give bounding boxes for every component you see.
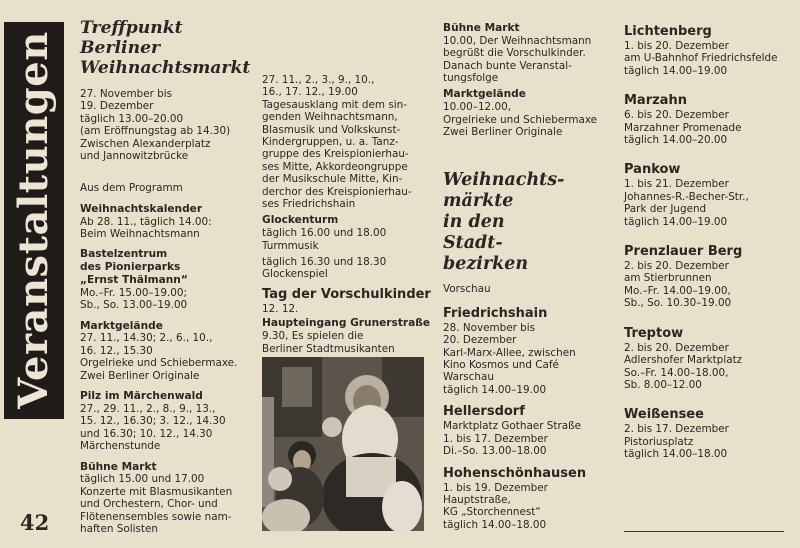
district-text: 6. bis 20. Dezember Marzahner Promenade täglich 14.00–20.00 bbox=[624, 109, 742, 147]
eingang-heading: Haupteingang Grunerstraße bbox=[262, 317, 431, 330]
glockenturm-text-1: täglich 16.00 und 18.00 Turmmusik bbox=[262, 227, 387, 252]
district-text: 28. November bis 20. Dezember Karl-Marx-Allee, zwischen Kino Kosmos und Café Warschau täglich 14.00–19.00 bbox=[443, 321, 576, 396]
column-2 bbox=[262, 74, 432, 355]
glockenturm-heading: Glockenturm bbox=[262, 214, 339, 227]
eingang-text: 9.30, Es spielen die Berliner Stadtmusikanten bbox=[262, 330, 395, 355]
item-heading: Bastelzentrum des Pionierparks „Ernst Thälmann“ bbox=[80, 248, 188, 287]
marktgelaende-text: 10.00–12.00, Orgelrieke und Schiebermaxe Zwei Berliner Originale bbox=[443, 101, 598, 139]
district-text: 1. bis 21. Dezember Johannes-R.-Becher-Str., Park der Jugend täglich 14.00–19.00 bbox=[624, 178, 749, 228]
buehne-heading: Bühne Markt bbox=[443, 22, 520, 34]
program-label: Aus dem Programm bbox=[80, 182, 183, 195]
vorschul-date: 12. 12. bbox=[262, 302, 299, 315]
section-title-vertical: Veranstaltungen bbox=[10, 31, 57, 409]
district-heading: Treptow bbox=[624, 325, 684, 341]
evening-program: 27. 11., 2., 3., 9., 10., 16., 17. 12., 19.00 Tagesausklang mit dem sin- genden Weihnachtsmann, Blasmusik und Volkskunst- Kindergruppen, u. a. Tanz- gruppe des Kreispionierhau- ses Mitte, Akkordeongruppe der Musikschule Mitte, Kin- derchor des Kreispionierhau- ses Friedrichshain bbox=[262, 74, 412, 211]
glockenturm-text-2: täglich 16.30 und 18.30 Glockenspiel bbox=[262, 256, 387, 281]
santa-with-children-photo bbox=[262, 357, 424, 531]
district-markets-title: Weihnachts- märkte in den Stadt- bezirken bbox=[443, 170, 565, 275]
district-text: 2. bis 20. Dezember am Stierbrunnen Mo.–Fr. 14.00–19.00, Sb., So. 10.30–19.00 bbox=[624, 260, 732, 310]
item-text: 27. 11., 14.30; 2., 6., 10., 16. 12., 15.30 Orgelrieke und Schiebermaxe. Zwei Berliner Originale bbox=[80, 332, 238, 382]
district-heading: Hellersdorf bbox=[443, 404, 525, 420]
district-text: 2. bis 17. Dezember Pistoriusplatz täglich 14.00–18.00 bbox=[624, 423, 729, 461]
district-text: Marktplatz Gothaer Straße 1. bis 17. Dezember Di.–So. 13.00–18.00 bbox=[443, 420, 582, 458]
district-heading: Hohenschönhausen bbox=[443, 465, 587, 481]
article-title: Treffpunkt Berliner Weihnachtsmarkt bbox=[80, 18, 251, 78]
item-text: täglich 15.00 und 17.00 Konzerte mit Blasmusikanten und Orchestern, Chor- und Flötenensembles sowie nam- haften Solisten bbox=[80, 473, 233, 535]
item-text: Ab 28. 11., täglich 14.00: Beim Weihnachtsmann bbox=[80, 215, 212, 241]
marktgelaende-heading: Marktgelände bbox=[443, 88, 526, 101]
buehne-text: 10.00, Der Weihnachtsmann begrüßt die Vorschulkinder. Danach bunte Veranstal- tungsfolge bbox=[443, 34, 592, 85]
district-text: 1. bis 19. Dezember Hauptstraße, KG „Storchennest“ täglich 14.00–18.00 bbox=[443, 481, 548, 531]
district-text: 2. bis 20. Dezember Adlershofer Marktplatz So.–Fr. 14.00–18.00, Sb. 8.00–12.00 bbox=[624, 341, 743, 391]
column-1 bbox=[80, 18, 251, 535]
photo-illustration bbox=[262, 357, 424, 531]
district-heading: Friedrichshain bbox=[443, 305, 548, 321]
item-text: 27., 29. 11., 2., 8., 9., 13., 15. 12., 16.30; 3. 12., 14.30 und 16.30; 10. 12., 14.30 Märchenstunde bbox=[80, 402, 226, 453]
item-heading: Marktgelände bbox=[80, 319, 163, 332]
district-text: 1. bis 20. Dezember am U-Bahnhof Friedrichsfelde täglich 14.00–19.00 bbox=[624, 40, 778, 77]
item-heading: Weihnachtskalender bbox=[80, 202, 203, 215]
page-number: 42 bbox=[20, 510, 50, 535]
bottom-rule bbox=[624, 531, 784, 532]
vorschau-label: Vorschau bbox=[443, 283, 491, 296]
market-dates: 27. November bis 19. Dezember täglich 13.00–20.00 (am Eröffnungstag ab 14.30) Zwischen Alexanderplatz und Jannowitzbrücke bbox=[80, 88, 231, 163]
district-heading: Prenzlauer Berg bbox=[624, 244, 743, 260]
district-heading: Pankow bbox=[624, 162, 681, 178]
column-3 bbox=[443, 18, 613, 531]
item-text: Mo.–Fr. 15.00–19.00; Sb., So. 13.00–19.00 bbox=[80, 286, 188, 312]
district-heading: Weißensee bbox=[624, 407, 704, 423]
column-4 bbox=[624, 24, 794, 461]
item-heading: Bühne Markt bbox=[80, 460, 157, 473]
item-heading: Pilz im Märchenwald bbox=[80, 390, 203, 403]
vorschul-heading: Tag der Vorschulkinder bbox=[262, 286, 431, 302]
section-sidebar bbox=[4, 22, 64, 419]
district-heading: Lichtenberg bbox=[624, 24, 712, 39]
district-heading: Marzahn bbox=[624, 93, 687, 109]
